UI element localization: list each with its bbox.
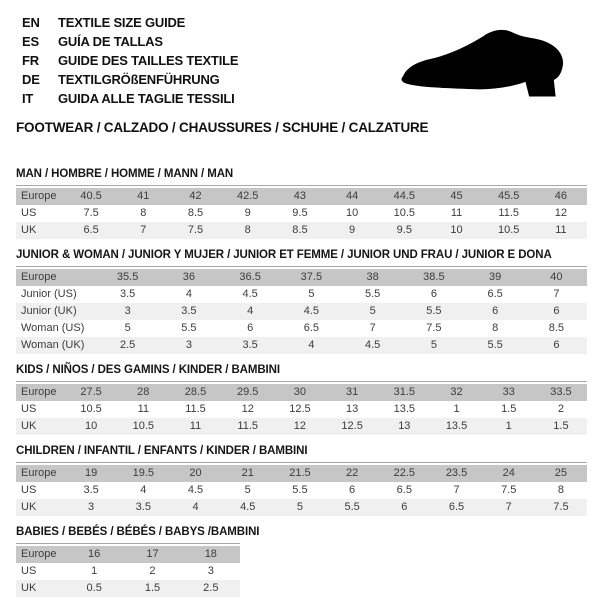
- category-title: FOOTWEAR / CALZADO / CHAUSSURES / SCHUHE / CALZATURE: [16, 120, 429, 135]
- size-section: [16, 445, 587, 516]
- size-cell: 4: [185, 288, 192, 300]
- size-cell: 2: [557, 403, 564, 415]
- size-cell: 4.5: [303, 305, 320, 317]
- size-cell: 38.5: [423, 271, 445, 283]
- size-cell: 6.5: [396, 484, 412, 496]
- size-cell: 4: [140, 484, 147, 496]
- size-cell: 1.5: [144, 582, 161, 594]
- language-label: TEXTILGRÖßENFÜHRUNG: [58, 72, 220, 87]
- size-cell: 7: [369, 322, 376, 334]
- size-cell: 5.5: [292, 484, 308, 496]
- size-cell: 3.5: [242, 339, 258, 351]
- size-cell: 5.5: [426, 305, 442, 317]
- size-cell: 8.5: [187, 207, 204, 219]
- size-cell: 10.5: [498, 224, 520, 236]
- size-cell: 23.5: [445, 467, 468, 479]
- size-cell: 4: [247, 305, 254, 317]
- size-cell: 6: [492, 305, 499, 317]
- size-cell: 1: [453, 403, 460, 415]
- section-rule: [16, 462, 587, 463]
- size-cell: 9: [244, 207, 251, 219]
- section-rule: [16, 266, 587, 267]
- size-cell: 2: [149, 565, 156, 577]
- table-row: [16, 337, 587, 354]
- size-cell: 13: [398, 420, 411, 432]
- size-cell: 10: [345, 207, 359, 219]
- size-cell: 4: [192, 501, 199, 513]
- size-cell: 5.5: [487, 339, 503, 351]
- size-cell: 10.5: [132, 420, 155, 432]
- size-cell: 22: [345, 467, 359, 479]
- size-cell: 8: [140, 207, 147, 219]
- table-row: [16, 384, 587, 401]
- size-table: [16, 188, 587, 239]
- section-title: CHILDREN / INFANTIL / ENFANTS / KINDER / BAMBINI: [16, 445, 308, 457]
- size-cell: 8.5: [292, 224, 308, 236]
- row-label: US: [21, 565, 37, 577]
- row-label: Europe: [21, 548, 57, 560]
- size-cell: 7: [453, 484, 460, 496]
- size-cell: 10: [450, 224, 463, 236]
- size-cell: 12: [293, 420, 307, 432]
- size-cell: 39: [489, 271, 502, 283]
- size-cell: 21.5: [289, 467, 311, 479]
- size-cell: 35.5: [116, 271, 139, 283]
- size-cell: 24: [502, 467, 515, 479]
- size-cell: 40.5: [80, 190, 102, 202]
- language-label: GUÍA DE TALLAS: [58, 34, 163, 49]
- size-cell: 3: [185, 339, 192, 351]
- size-cell: 45: [450, 190, 463, 202]
- size-cell: 2.5: [203, 582, 219, 594]
- size-cell: 3: [88, 501, 95, 513]
- table-row: [16, 465, 587, 482]
- table-row: [16, 546, 240, 563]
- size-table: [16, 269, 587, 354]
- size-cell: 5.5: [344, 501, 360, 513]
- size-cell: 17: [146, 548, 159, 560]
- table-row: [16, 401, 587, 418]
- row-label: UK: [21, 582, 37, 594]
- size-cell: 6: [247, 322, 254, 334]
- language-label: GUIDA ALLE TAGLIE TESSILI: [58, 91, 235, 106]
- row-label: Europe: [21, 271, 57, 283]
- size-cell: 27.5: [80, 386, 102, 398]
- size-cell: 30: [293, 386, 307, 398]
- size-cell: 25: [554, 467, 568, 479]
- size-cell: 8: [557, 484, 564, 496]
- size-cell: 3: [207, 565, 214, 577]
- size-cell: 6.5: [303, 322, 320, 334]
- size-cell: 13.5: [445, 420, 468, 432]
- size-cell: 6: [430, 288, 437, 300]
- size-cell: 31: [345, 386, 359, 398]
- row-label: US: [21, 207, 37, 219]
- size-cell: 12.5: [289, 403, 311, 415]
- row-label: Woman (US): [21, 322, 85, 334]
- size-cell: 7.5: [501, 484, 517, 496]
- table-row: [16, 482, 587, 499]
- row-label: UK: [21, 501, 37, 513]
- row-label: Woman (UK): [21, 339, 85, 351]
- size-cell: 4.5: [187, 484, 204, 496]
- size-cell: 42.5: [237, 190, 259, 202]
- size-cell: 38: [366, 271, 379, 283]
- size-cell: 6.5: [448, 501, 465, 513]
- table-row: [16, 303, 587, 320]
- size-cell: 21: [241, 467, 254, 479]
- size-cell: 20: [189, 467, 202, 479]
- size-cell: 7: [140, 224, 147, 236]
- size-cell: 8: [244, 224, 251, 236]
- size-table: [16, 546, 240, 597]
- row-label: Junior (UK): [21, 305, 77, 317]
- size-section: [16, 526, 587, 597]
- size-cell: 11: [189, 420, 202, 432]
- size-section: [16, 364, 587, 435]
- size-cell: 7: [553, 288, 560, 300]
- row-label: UK: [21, 224, 37, 236]
- size-cell: 4.5: [240, 501, 256, 513]
- table-row: [16, 188, 587, 205]
- size-cell: 7: [505, 501, 512, 513]
- size-cell: 5: [308, 288, 315, 300]
- size-cell: 1: [505, 420, 512, 432]
- row-label: US: [21, 403, 37, 415]
- size-cell: 3.5: [83, 484, 99, 496]
- size-cell: 11.5: [185, 403, 206, 415]
- size-cell: 6: [553, 305, 560, 317]
- size-cell: 0.5: [86, 582, 102, 594]
- size-cell: 36.5: [239, 271, 261, 283]
- row-label: UK: [21, 420, 37, 432]
- size-cell: 9: [349, 224, 356, 236]
- size-cell: 5: [124, 322, 131, 334]
- table-row: [16, 499, 587, 516]
- size-cell: 22.5: [393, 467, 416, 479]
- language-label: GUIDE DES TAILLES TEXTILE: [58, 53, 239, 68]
- size-cell: 19: [84, 467, 98, 479]
- size-cell: 45.5: [498, 190, 520, 202]
- size-cell: 1.5: [501, 403, 517, 415]
- size-cell: 9.5: [292, 207, 308, 219]
- section-rule: [16, 185, 587, 186]
- size-cell: 10.5: [80, 403, 102, 415]
- size-cell: 12.5: [341, 420, 363, 432]
- size-cell: 37.5: [300, 271, 323, 283]
- shoe-icon: [388, 16, 588, 112]
- table-row: [16, 580, 240, 597]
- size-section: [16, 249, 587, 354]
- size-cell: 7.5: [83, 207, 99, 219]
- language-code: ES: [22, 34, 39, 49]
- size-cell: 11.5: [237, 420, 258, 432]
- size-cell: 44.5: [393, 190, 416, 202]
- size-cell: 7.5: [426, 322, 442, 334]
- size-table: [16, 384, 587, 435]
- size-cell: 5: [296, 501, 303, 513]
- language-code: DE: [22, 72, 40, 87]
- size-cell: 5: [430, 339, 437, 351]
- table-row: [16, 286, 587, 303]
- size-cell: 40: [550, 271, 563, 283]
- section-title: MAN / HOMBRE / HOMME / MANN / MAN: [16, 168, 234, 180]
- size-cell: 3.5: [119, 288, 136, 300]
- language-code: IT: [22, 91, 34, 106]
- section-title: KIDS / NIÑOS / DES GAMINS / KINDER / BAMBINI: [16, 364, 280, 376]
- size-cell: 13: [345, 403, 359, 415]
- size-cell: 31.5: [393, 386, 416, 398]
- size-cell: 4: [308, 339, 315, 351]
- size-cell: 10.5: [393, 207, 416, 219]
- size-cell: 3.5: [181, 305, 197, 317]
- size-cell: 19.5: [132, 467, 155, 479]
- size-cell: 11: [450, 207, 463, 219]
- size-cell: 7.5: [187, 224, 204, 236]
- size-cell: 33.5: [550, 386, 572, 398]
- size-cell: 6: [349, 484, 356, 496]
- size-table: [16, 465, 587, 516]
- section-rule: [16, 543, 240, 544]
- section-rule: [16, 381, 587, 382]
- size-cell: 43: [293, 190, 307, 202]
- language-code: EN: [22, 15, 40, 30]
- table-row: [16, 320, 587, 337]
- size-cell: 5.5: [364, 288, 381, 300]
- size-cell: 5: [369, 305, 376, 317]
- size-sections: [16, 168, 587, 607]
- size-cell: 28.5: [184, 386, 207, 398]
- section-title: JUNIOR & WOMAN / JUNIOR Y MUJER / JUNIOR ET FEMME / JUNIOR UND FRAU / JUNIOR E DONA: [16, 249, 552, 261]
- row-label: Europe: [21, 467, 57, 479]
- size-cell: 2.5: [119, 339, 136, 351]
- row-label: Europe: [21, 190, 57, 202]
- language-code: FR: [22, 53, 39, 68]
- size-cell: 3.5: [135, 501, 151, 513]
- size-cell: 42: [189, 190, 202, 202]
- size-cell: 7.5: [553, 501, 569, 513]
- size-cell: 29.5: [237, 386, 259, 398]
- size-cell: 8.5: [548, 322, 565, 334]
- size-cell: 18: [204, 548, 217, 560]
- size-cell: 12: [554, 207, 568, 219]
- size-cell: 28: [137, 386, 150, 398]
- size-cell: 41: [137, 190, 150, 202]
- row-label: Junior (US): [21, 288, 77, 300]
- size-cell: 1: [91, 565, 98, 577]
- size-cell: 13.5: [393, 403, 416, 415]
- size-cell: 16: [88, 548, 101, 560]
- size-cell: 10: [84, 420, 98, 432]
- section-title: BABIES / BEBÉS / BÉBÉS / BABYS /BAMBINI: [16, 526, 260, 538]
- table-row: [16, 222, 587, 239]
- size-cell: 11: [555, 224, 567, 236]
- size-cell: 6: [401, 501, 408, 513]
- size-cell: 6.5: [83, 224, 99, 236]
- size-cell: 3: [124, 305, 131, 317]
- size-cell: 8: [492, 322, 499, 334]
- size-cell: 46: [554, 190, 568, 202]
- size-cell: 11: [137, 403, 150, 415]
- size-cell: 44: [345, 190, 359, 202]
- row-label: Europe: [21, 386, 57, 398]
- language-label: TEXTILE SIZE GUIDE: [58, 15, 186, 30]
- size-section: [16, 168, 587, 239]
- size-cell: 4.5: [242, 288, 258, 300]
- size-cell: 5.5: [181, 322, 197, 334]
- size-cell: 4.5: [364, 339, 381, 351]
- size-cell: 6: [553, 339, 560, 351]
- size-cell: 11.5: [498, 207, 520, 219]
- size-cell: 36: [182, 271, 195, 283]
- table-row: [16, 563, 240, 580]
- size-cell: 32: [450, 386, 463, 398]
- size-cell: 6.5: [487, 288, 503, 300]
- size-cell: 9.5: [396, 224, 412, 236]
- table-row: [16, 269, 587, 286]
- table-row: [16, 418, 587, 435]
- size-cell: 1.5: [553, 420, 569, 432]
- size-cell: 5: [244, 484, 251, 496]
- row-label: US: [21, 484, 37, 496]
- size-cell: 12: [241, 403, 254, 415]
- table-row: [16, 205, 587, 222]
- size-cell: 33: [502, 386, 515, 398]
